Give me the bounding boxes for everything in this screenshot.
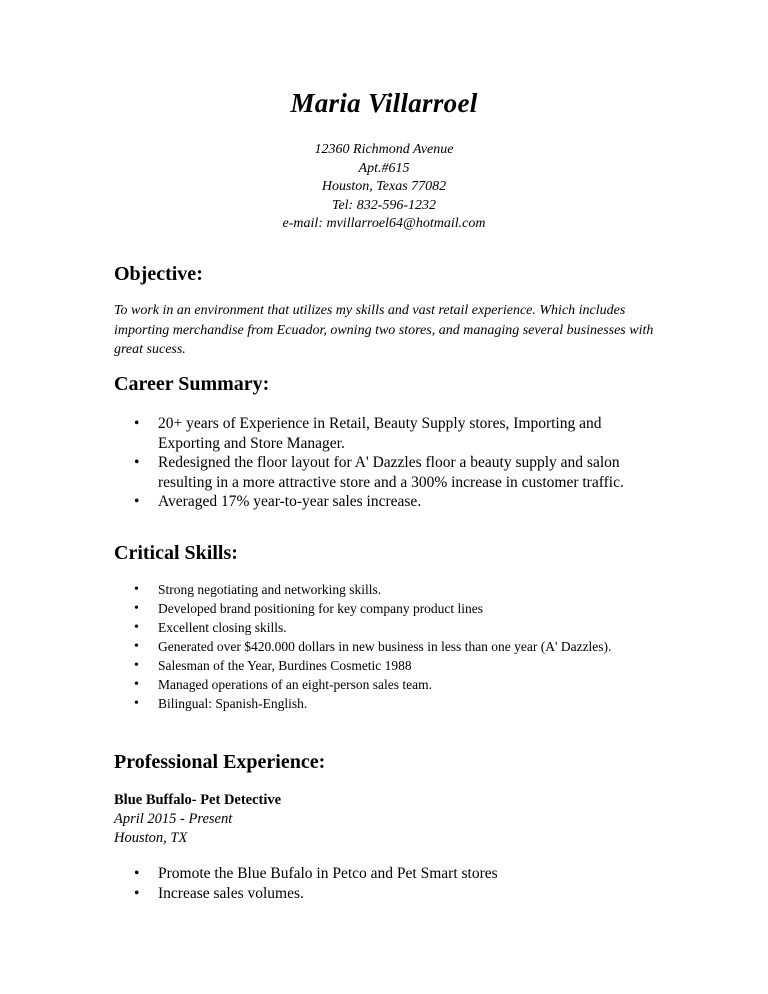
job-location: Houston, TX — [114, 829, 188, 846]
bullet-icon: • — [134, 601, 139, 616]
objective-text: To work in an environment that utilizes my skills and vast retail experience. Which includes importing merchandise from Ecuador, owning two stores, and managing several businesses with great sucess. — [114, 303, 654, 357]
career-summary-list — [114, 414, 654, 512]
bullet-icon: • — [134, 639, 139, 654]
contact-block — [0, 141, 768, 234]
applicant-name: Maria Villarroel — [290, 88, 478, 118]
job-duties-list — [114, 864, 654, 903]
critical-skills-list — [114, 580, 634, 713]
address-line-1: 12360 Richmond Avenue — [314, 142, 454, 157]
bullet-icon: • — [134, 658, 139, 673]
job-meta — [114, 810, 232, 847]
list-item: • Managed operations of an eight-person sales team. — [134, 677, 433, 692]
bullet-icon: • — [134, 677, 139, 692]
email: e-mail: mvillarroel64@hotmail.com — [282, 216, 486, 231]
city-state: Houston, Texas 77082 — [321, 179, 447, 194]
list-item: • Averaged 17% year-to-year sales increase. — [134, 493, 422, 510]
bullet-icon: • — [134, 620, 139, 635]
bullet-icon: • — [134, 493, 140, 510]
career-summary-heading: Career Summary: — [114, 373, 270, 395]
list-item: • Redesigned the floor layout for A' Dazzles floor a beauty supply and salon resulting in a more attractive store and a 300% increase in customer traffic. — [134, 454, 624, 491]
bullet-icon: • — [134, 696, 139, 711]
job-dates: April 2015 - Present — [114, 811, 233, 827]
bullet-icon: • — [134, 454, 140, 471]
bullet-icon: • — [134, 884, 140, 902]
professional-experience-heading: Professional Experience: — [114, 751, 326, 773]
address-line-2: Apt.#615 — [358, 160, 410, 176]
phone: Tel: 832-596-1232 — [331, 197, 437, 213]
list-item: • Strong negotiating and networking skills. — [134, 582, 382, 597]
bullet-icon: • — [134, 865, 140, 882]
job-company: Blue Buffalo- Pet Detective — [114, 792, 282, 808]
list-item: • Salesman of the Year, Burdines Cosmetic 1988 — [134, 658, 412, 673]
objective-heading: Objective: — [114, 263, 203, 285]
list-item: • Increase sales volumes. — [134, 884, 304, 902]
list-item: • Developed brand positioning for key company product lines — [134, 601, 484, 616]
bullet-icon: • — [134, 415, 140, 432]
list-item: • Excellent closing skills. — [134, 620, 287, 635]
list-item: • Promote the Blue Bufalo in Petco and Pet Smart stores — [134, 865, 498, 882]
bullet-icon: • — [134, 582, 139, 597]
list-item: • Bilingual: Spanish-English. — [134, 696, 308, 711]
list-item: • Generated over $420.000 dollars in new business in less than one year (A' Dazzles). — [134, 639, 612, 654]
list-item: • 20+ years of Experience in Retail, Beauty Supply stores, Importing and Exporting and Store Manager. — [134, 415, 602, 452]
critical-skills-heading: Critical Skills: — [114, 542, 238, 564]
